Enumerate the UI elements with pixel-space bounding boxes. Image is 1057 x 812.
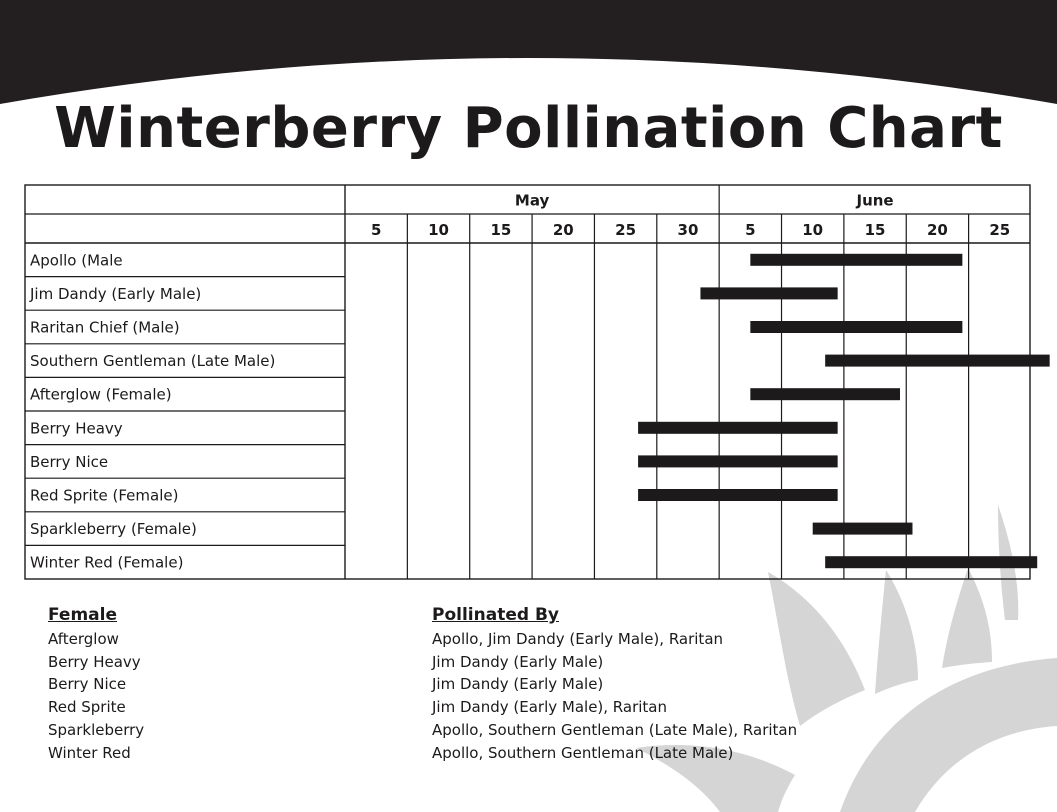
tick-label: 20	[926, 221, 948, 239]
row-label: Southern Gentleman (Late Male)	[30, 352, 276, 371]
legend-pollinator-item: Apollo, Southern Gentleman (Late Male), Raritan	[432, 720, 798, 739]
month-label: May	[514, 191, 550, 210]
bloom-bar	[750, 388, 900, 400]
row-label: Berry Nice	[30, 452, 109, 471]
bloom-bar	[750, 321, 962, 333]
tick-label: 25	[989, 221, 1011, 239]
bloom-bar	[700, 287, 837, 299]
tick-label: 30	[677, 221, 699, 239]
legend-female-item: Sparkleberry	[48, 720, 145, 739]
legend-pollinator-item: Apollo, Jim Dandy (Early Male), Raritan	[432, 629, 724, 648]
legend-female-item: Red Sprite	[48, 698, 126, 717]
row-label: Apollo (Male	[30, 251, 123, 270]
tick-label: 15	[490, 221, 512, 239]
bloom-bar	[825, 355, 1049, 367]
legend-pollinated-header: Pollinated By	[432, 605, 559, 625]
legend-pollinator-item: Jim Dandy (Early Male)	[432, 675, 604, 694]
month-label: June	[856, 191, 894, 210]
tick-label: 25	[615, 221, 637, 239]
row-label: Berry Heavy	[30, 419, 123, 438]
bloom-bar	[750, 254, 962, 266]
row-label: Red Sprite (Female)	[30, 486, 179, 505]
legend-female-header: Female	[48, 605, 117, 625]
row-label: Afterglow (Female)	[30, 385, 172, 404]
tick-label: 5	[745, 221, 756, 239]
tick-label: 5	[370, 221, 382, 239]
row-label: Jim Dandy (Early Male)	[30, 284, 202, 303]
legend-female-column	[48, 604, 144, 765]
bloom-bar	[813, 523, 913, 535]
chart-title: Winterberry Pollination Chart	[54, 96, 1003, 161]
bloom-bar	[825, 556, 1037, 568]
bloom-bar	[638, 455, 838, 467]
legend-female-item: Berry Heavy	[48, 652, 141, 671]
row-label: Sparkleberry (Female)	[30, 520, 197, 539]
legend-female-item: Afterglow	[48, 629, 119, 648]
bloom-bar	[638, 489, 838, 501]
row-label: Raritan Chief (Male)	[30, 318, 180, 337]
tick-label: 20	[552, 221, 574, 239]
bloom-bar	[638, 422, 838, 434]
legend-female-item: Berry Nice	[48, 675, 127, 694]
tick-label: 10	[428, 221, 449, 239]
tick-label: 15	[864, 221, 886, 239]
legend-pollinator-item: Jim Dandy (Early Male), Raritan	[432, 698, 668, 717]
legend-pollinator-item: Apollo, Southern Gentleman (Late Male)	[432, 743, 734, 762]
tick-label: 10	[802, 221, 824, 239]
row-label: Winter Red (Female)	[30, 553, 184, 572]
legend-pollinator-item: Jim Dandy (Early Male)	[432, 652, 604, 671]
legend-female-item: Winter Red	[48, 743, 131, 762]
legend-pollinated-column	[432, 604, 797, 765]
chart-labels	[29, 192, 1010, 572]
